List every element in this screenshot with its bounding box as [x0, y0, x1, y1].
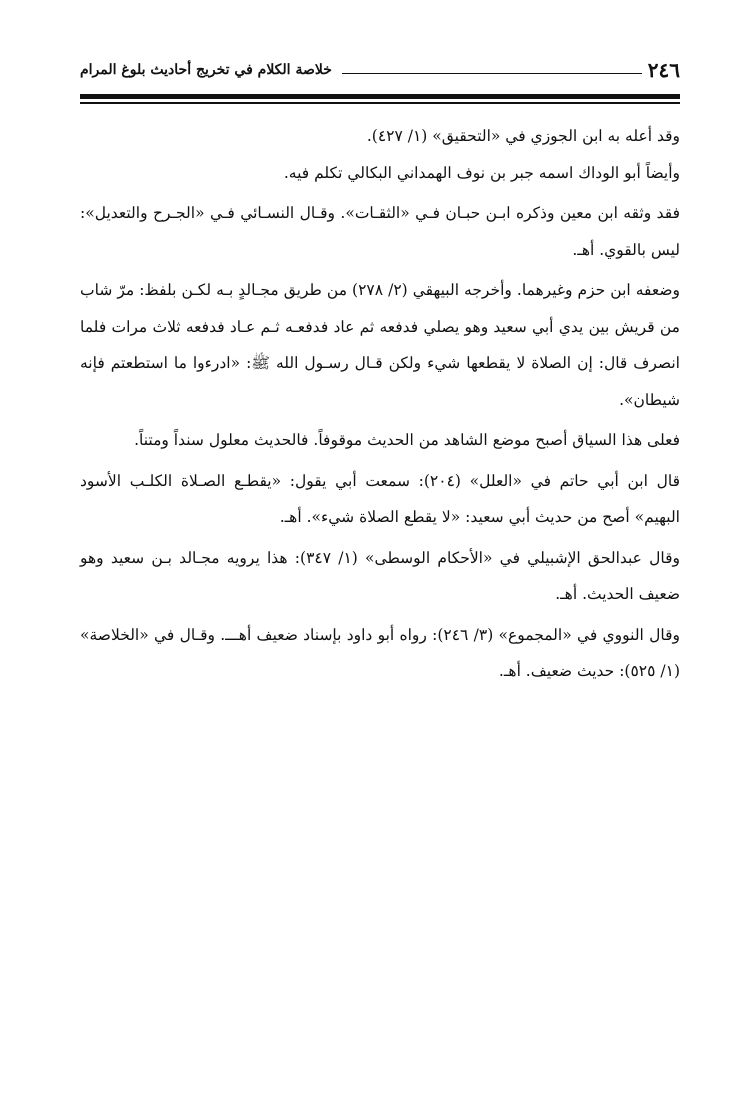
header-dash-line — [342, 73, 642, 74]
paragraph-7: وقال عبدالحق الإشبيلي في «الأحكام الوسطى» (١/ ٣٤٧): هذا يرويه مجـالد بـن سعيد وهو ضعيف الحديث. أهـ. — [80, 548, 681, 603]
page-number: ٢٤٦ — [647, 58, 680, 82]
paragraph-1: وقد أعله به ابن الجوزي في «التحقيق» (١/ ٤٢٧). — [366, 127, 680, 145]
header-rule-thin — [80, 102, 680, 104]
header-rule-thick — [80, 94, 680, 99]
paragraph-6: قال ابن أبي حاتم في «العلل» (٢٠٤): سمعت أبي يقول: «يقطـع الصـلاة الكلـب الأسود البهيم» أصح من حديث أبي سعيد: «لا يقطع الصلاة شيء». أهـ. — [80, 471, 680, 526]
page-header — [80, 56, 680, 86]
body-text — [80, 118, 680, 690]
paragraph-4: وضعفه ابن حزم وغيرهما. وأخرجه البيهقي (٢/ ٢٧٨) من طريق مجـالدٍ بـه لكـن بلفظ: مرّ شاب من قريش بين يدي أبي سعيد وهو يصلي فدفعه ثم عاد فدفعـه ثـم عـاد فدفعه ثلاث مرات فلما انصرف قال: إن الصلاة لا يقطعها شيء ولكن قـال رسـول الله ﷺ: «ادرءوا ما استطعتم فإنه شيطان». — [80, 281, 680, 409]
paragraph-2: وأيضاً أبو الوداك اسمه جبر بن نوف الهمداني البكالي تكلم فيه. — [283, 163, 680, 182]
paragraph-5: فعلى هذا السياق أصبح موضع الشاهد من الحديث موقوفاً. فالحديث معلول سنداً ومتناً. — [134, 431, 680, 449]
paragraph-3: فقد وثقه ابن معين وذكره ابـن حبـان فـي «الثقـات». وقـال النسـائي فـي «الجـرح والتعديل»: ليس بالقوي. أهـ. — [80, 204, 680, 259]
paragraph-8: وقال النووي في «المجموع» (٣/ ٢٤٦): رواه أبو داود بإسناد ضعيف أهـــ. وقـال في «الخلاصة» (١/ ٥٢٥): حديث ضعيف. أهـ. — [80, 625, 680, 680]
running-title: خلاصة الكلام في تخريج أحاديث بلوغ المرام — [80, 62, 332, 78]
